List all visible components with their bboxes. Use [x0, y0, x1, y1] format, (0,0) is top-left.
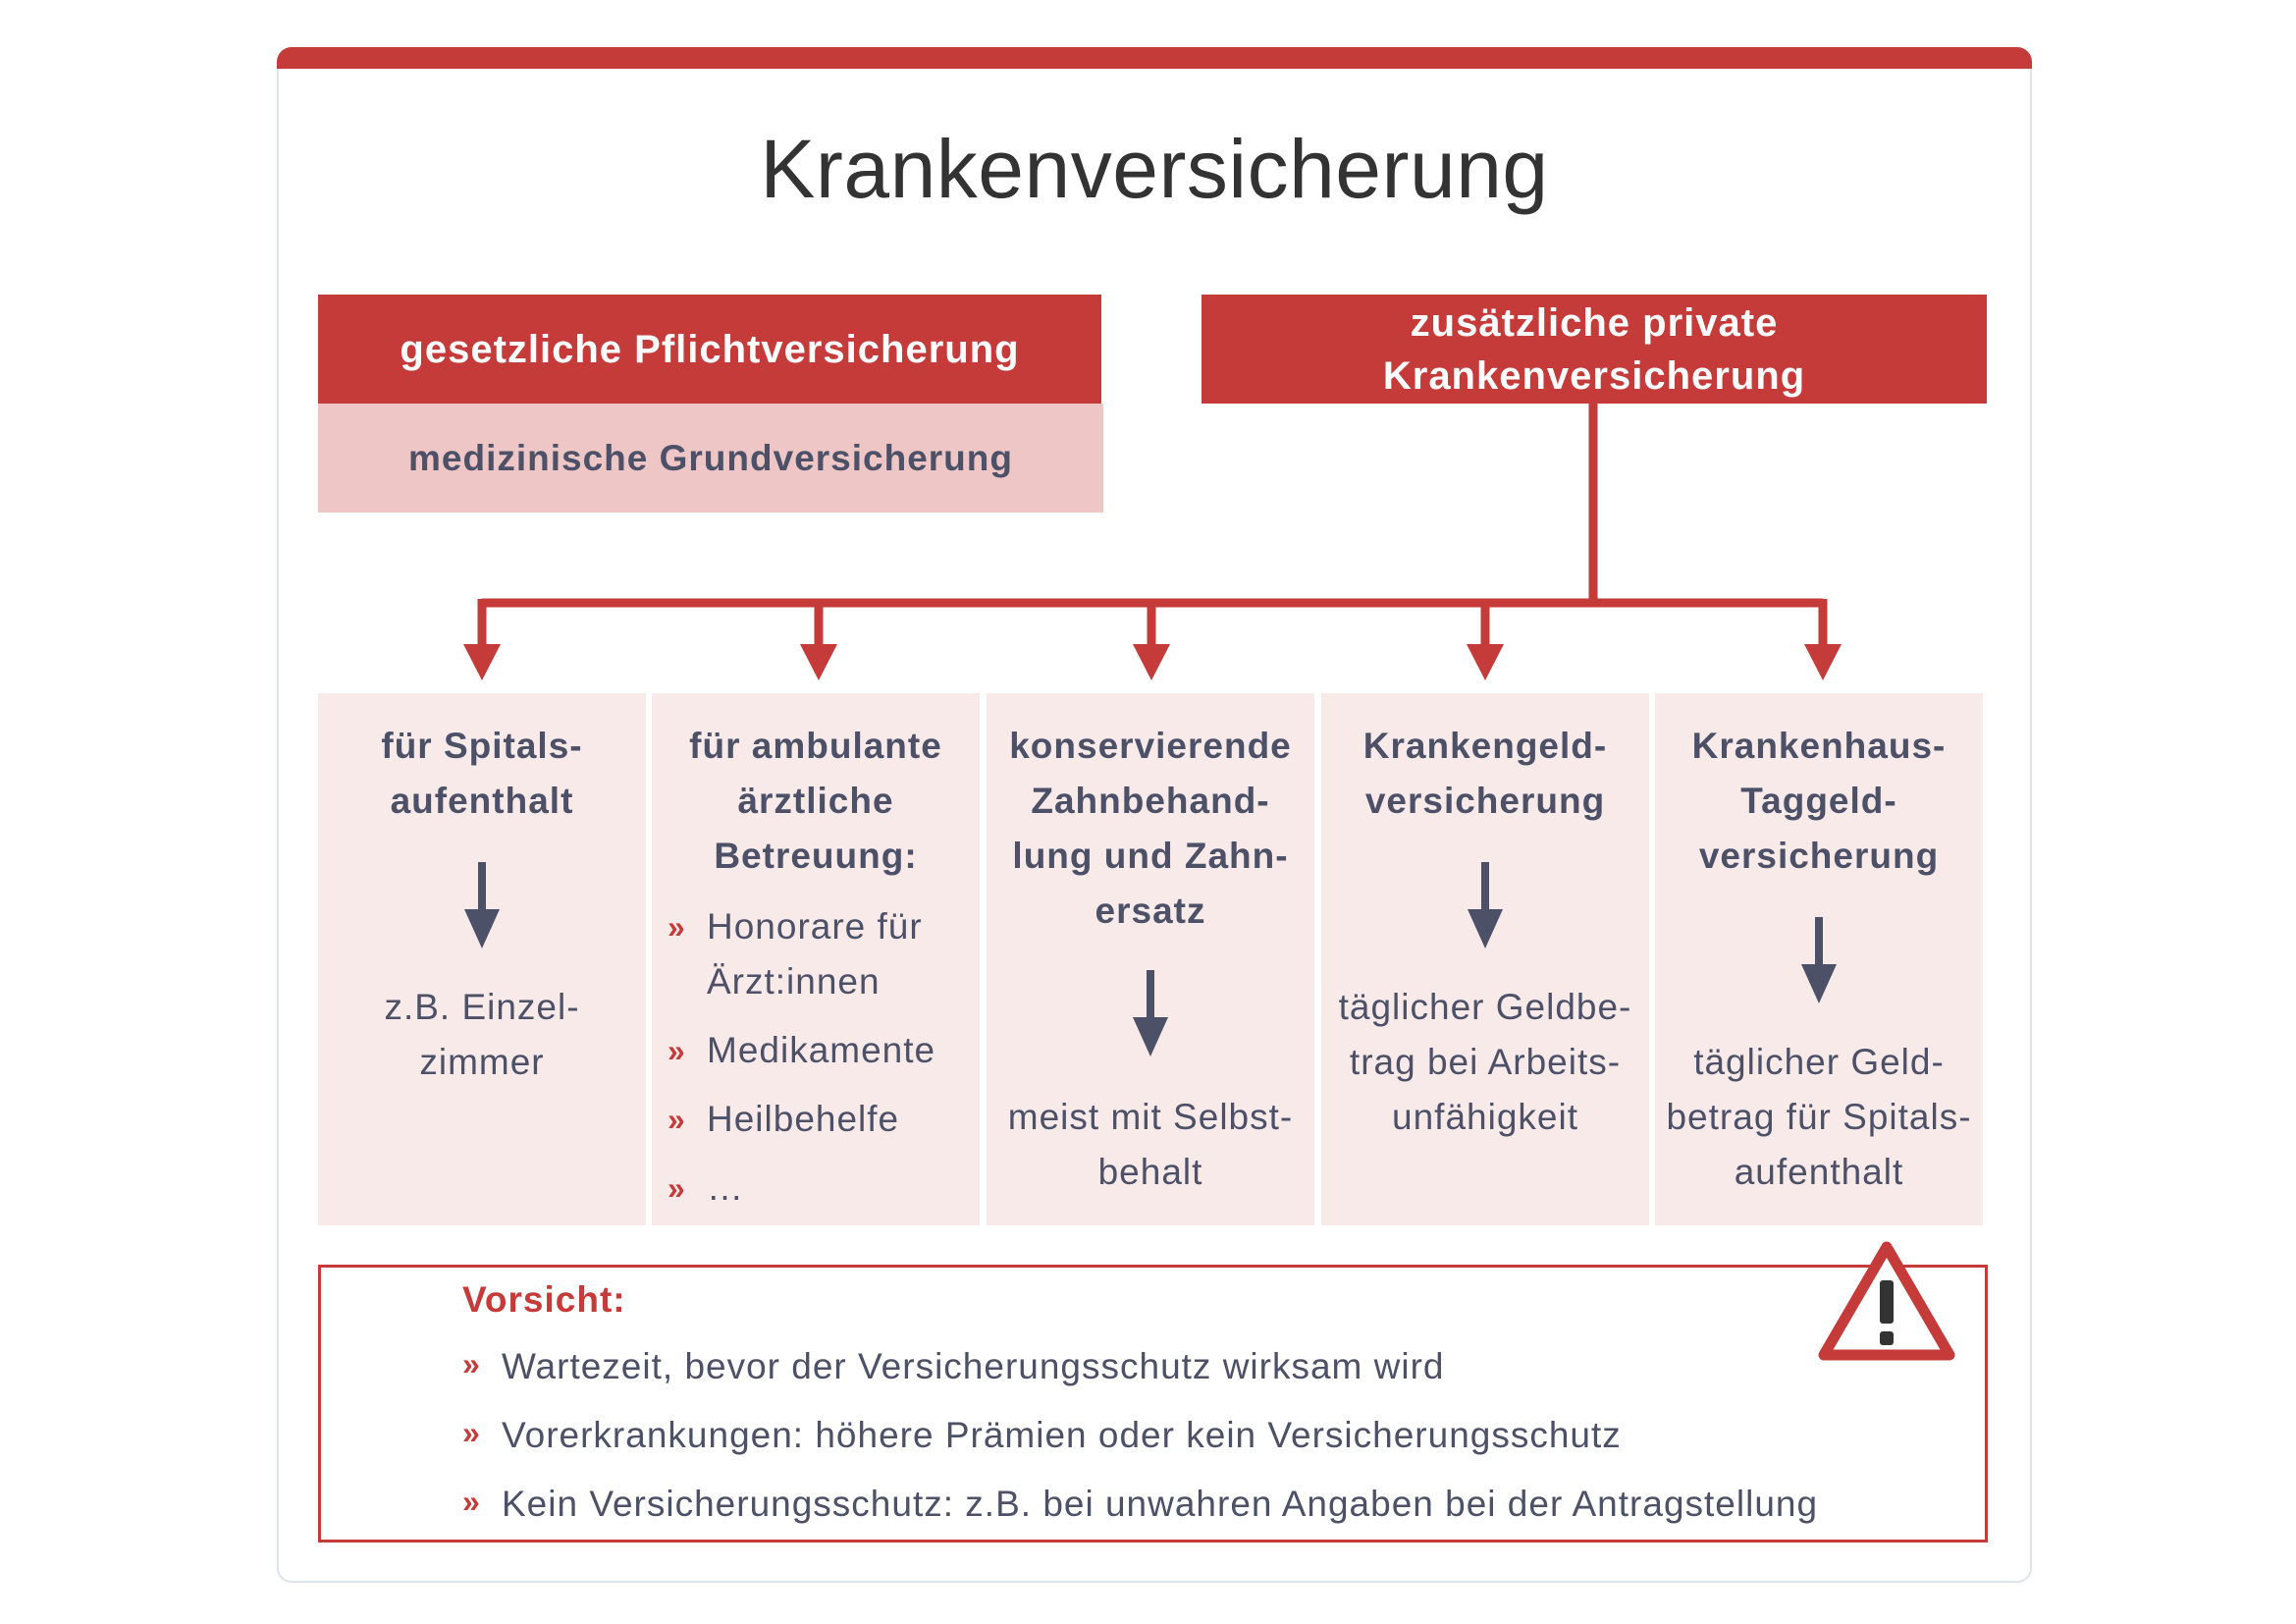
heading-line: Betreuung:: [714, 836, 918, 876]
private-header-line1: zusätzliche private: [1410, 300, 1779, 345]
page-title: Krankenversicherung: [760, 123, 1549, 215]
warning-triangle-icon: [1818, 1239, 1955, 1363]
private-header-line2: Krankenversicherung: [1382, 353, 1806, 398]
body-line: zimmer: [419, 1042, 545, 1082]
bullet-chevron-icon: »: [667, 1170, 686, 1206]
warning-box: [318, 1265, 1988, 1543]
bullet-chevron-icon: »: [462, 1346, 481, 1381]
list-item: [667, 899, 972, 1009]
bullet-chevron-icon: »: [462, 1484, 481, 1519]
warning-list: [462, 1346, 1818, 1552]
column-outpatient-care: [652, 693, 980, 1225]
down-arrow-icon: [1799, 917, 1839, 1005]
column-body: [318, 980, 646, 1090]
body-line: täglicher Geldbe-: [1338, 987, 1632, 1027]
column-body: [1655, 1035, 1983, 1200]
heading-line: ärztliche: [737, 781, 894, 821]
down-arrow-icon: [462, 862, 502, 950]
body-line: aufenthalt: [1734, 1152, 1904, 1192]
list-item: [667, 1023, 972, 1078]
heading-line: aufenthalt: [390, 781, 574, 821]
column-heading: [318, 719, 646, 829]
body-line: betrag für Spitals-: [1666, 1097, 1972, 1137]
warning-item-text: Vorerkrankungen: höhere Prämien oder kein Versicherungsschutz: [502, 1415, 1622, 1455]
bullet-chevron-icon: »: [462, 1415, 481, 1450]
outpatient-bullet-list: [667, 899, 972, 1216]
column-dental: [987, 693, 1314, 1225]
heading-line: für ambulante: [689, 726, 942, 766]
heading-line: ersatz: [1095, 891, 1206, 931]
heading-line: konservierende: [1009, 726, 1292, 766]
body-line: behalt: [1097, 1152, 1203, 1192]
body-line: trag bei Arbeits-: [1349, 1042, 1622, 1082]
statutory-header-label: gesetzliche Pflichtversicherung: [400, 327, 1020, 371]
column-heading: [1321, 719, 1649, 829]
list-item-line: Ärzt:innen: [707, 961, 881, 1001]
column-heading: [652, 719, 980, 884]
red-arrowhead-icon: [800, 644, 837, 680]
body-line: täglicher Geld-: [1693, 1042, 1945, 1082]
column-hospital-daily-allowance: [1655, 693, 1983, 1225]
column-body: [1321, 980, 1649, 1145]
heading-line: Zahnbehand-: [1031, 781, 1270, 821]
list-item: [462, 1346, 1818, 1415]
heading-line: Taggeld-: [1740, 781, 1897, 821]
red-arrowhead-icon: [1133, 644, 1170, 680]
down-arrow-icon: [1131, 970, 1170, 1058]
bullet-chevron-icon: »: [667, 1033, 686, 1068]
warning-title: Vorsicht:: [462, 1279, 626, 1320]
heading-line: Krankengeld-: [1362, 726, 1608, 766]
red-arrowhead-icon: [1804, 644, 1842, 680]
body-line: unfähigkeit: [1392, 1097, 1578, 1137]
body-line: z.B. Einzel-: [384, 987, 580, 1027]
list-item-line: Medikamente: [707, 1030, 936, 1070]
red-arrowhead-icon: [1467, 644, 1504, 680]
column-body: [987, 1090, 1314, 1200]
warning-item-text: Kein Versicherungsschutz: z.B. bei unwahren Angaben bei der Antragstellung: [502, 1484, 1819, 1524]
heading-line: Krankenhaus-: [1691, 726, 1947, 766]
list-item-line: …: [707, 1167, 744, 1208]
column-hospital-stay: [318, 693, 646, 1225]
bullet-chevron-icon: »: [667, 1102, 686, 1137]
down-arrow-icon: [1466, 862, 1505, 950]
heading-line: versicherung: [1364, 781, 1606, 821]
column-sick-pay: [1321, 693, 1649, 1225]
list-item-line: Honorare für: [707, 906, 923, 947]
bullet-chevron-icon: »: [667, 909, 686, 945]
red-arrowhead-icon: [463, 644, 501, 680]
list-item: [462, 1484, 1818, 1552]
heading-line: lung und Zahn-: [1012, 836, 1289, 876]
list-item-line: Heilbehelfe: [707, 1099, 900, 1139]
list-item: [462, 1415, 1818, 1484]
list-item: [667, 1161, 972, 1216]
heading-line: versicherung: [1698, 836, 1940, 876]
body-line: meist mit Selbst-: [1007, 1097, 1294, 1137]
warning-item-text: Wartezeit, bevor der Versicherungsschutz wirksam wird: [502, 1346, 1445, 1386]
column-heading: [1655, 719, 1983, 884]
column-heading: [987, 719, 1314, 939]
heading-line: für Spitals-: [381, 726, 583, 766]
statutory-sub-label: medizinische Grundversicherung: [408, 437, 1013, 478]
list-item: [667, 1092, 972, 1147]
